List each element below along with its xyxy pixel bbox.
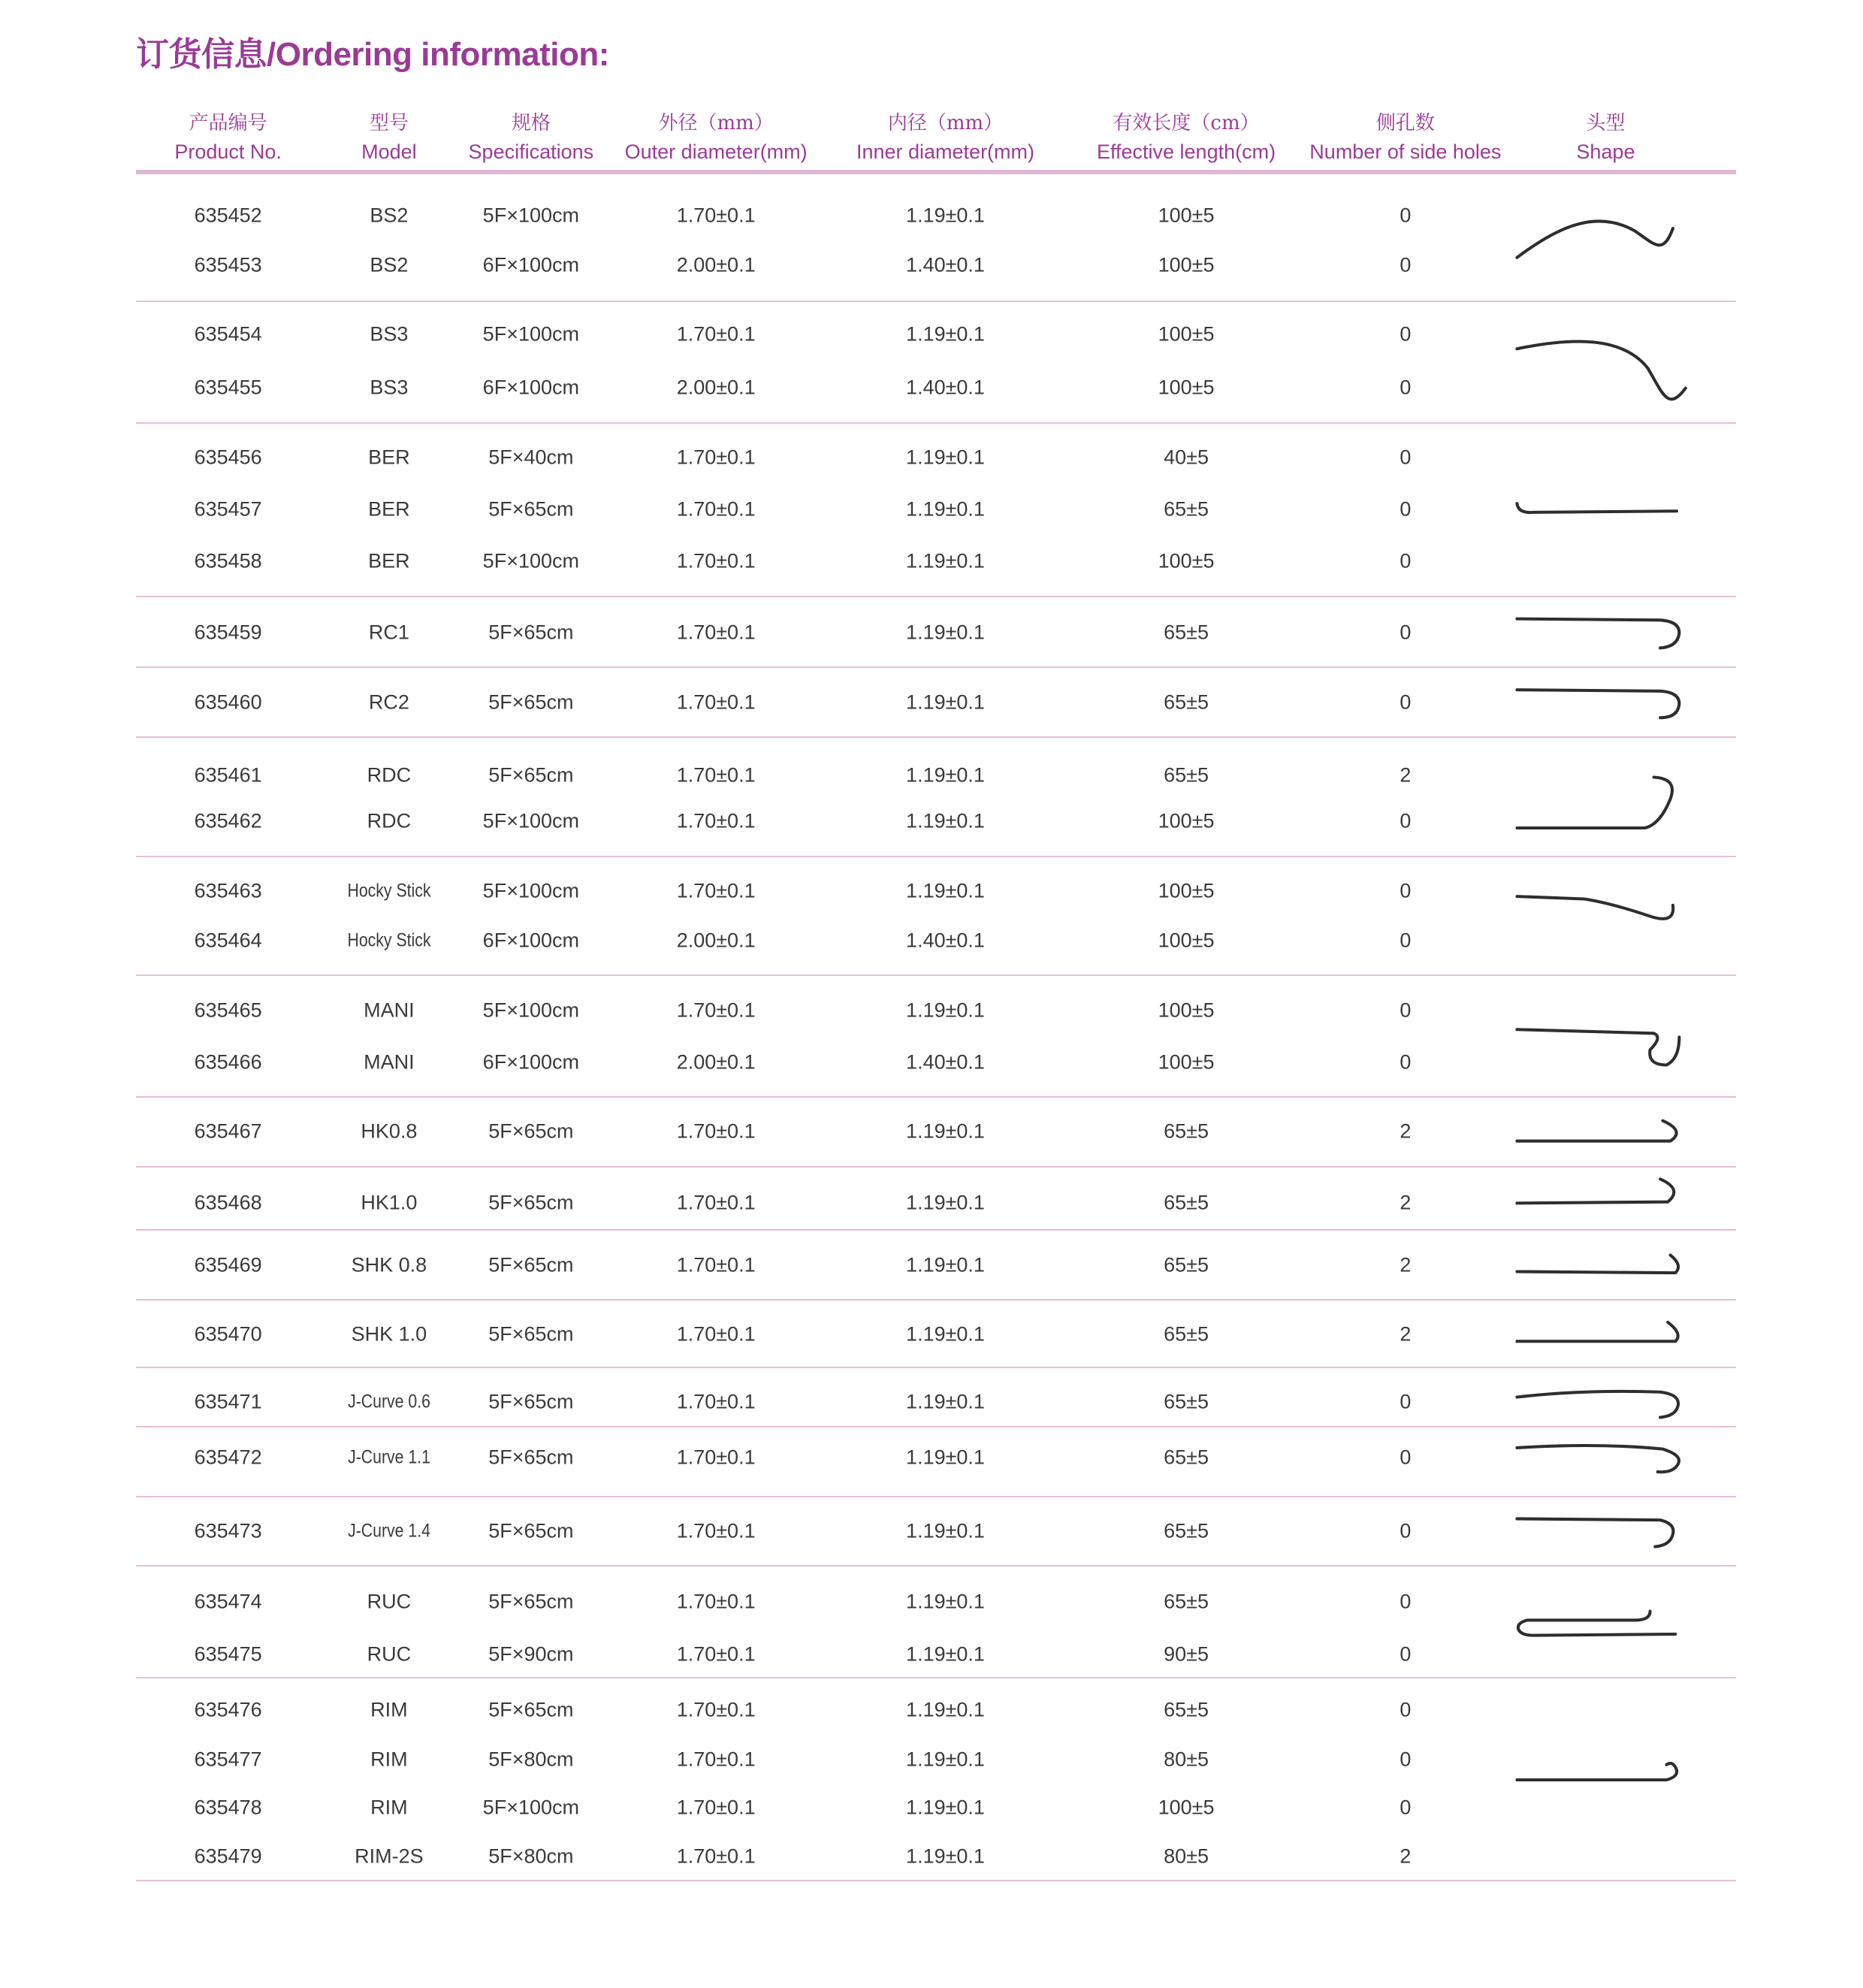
cell-product-no: 635458: [194, 549, 262, 573]
cell-side-holes: 0: [1400, 322, 1412, 346]
cell-inner-diameter: 1.19±0.1: [906, 497, 985, 521]
ber-curve-shape-icon: [1517, 503, 1677, 512]
hk1-0-curve-shape-icon: [1517, 1179, 1674, 1203]
cell-model: RUC: [367, 1642, 412, 1666]
cell-model: RUC: [367, 1590, 412, 1613]
cell-inner-diameter: 1.19±0.1: [906, 690, 985, 714]
cell-product-no: 635461: [194, 763, 262, 787]
cell-effective-length: 100±5: [1158, 1050, 1215, 1074]
cell-effective-length: 100±5: [1158, 322, 1215, 346]
cell-product-no: 635472: [194, 1446, 262, 1469]
cell-model: RIM: [370, 1796, 408, 1819]
page-title: 订货信息/Ordering information:: [136, 36, 609, 73]
rdc-curve-shape-icon: [1517, 778, 1672, 828]
mani-curve-shape-icon: [1517, 1029, 1679, 1065]
j-curve-1-1-shape-icon: [1517, 1446, 1679, 1472]
cell-side-holes: 0: [1400, 621, 1412, 644]
cell-specifications: 5F×65cm: [488, 1322, 574, 1346]
cell-outer-diameter: 1.70±0.1: [676, 1446, 756, 1469]
cell-side-holes: 0: [1400, 929, 1412, 952]
bs3-curve-shape-icon: [1517, 341, 1685, 399]
cell-product-no: 635470: [194, 1322, 262, 1346]
column-header-zh: 外径（mm）: [658, 112, 774, 134]
column-header-zh: 产品编号: [189, 112, 267, 134]
cell-specifications: 5F×65cm: [488, 763, 574, 787]
cell-inner-diameter: 1.40±0.1: [906, 253, 985, 276]
cell-specifications: 5F×65cm: [488, 1390, 574, 1413]
cell-product-no: 635459: [194, 621, 262, 644]
cell-product-no: 635477: [194, 1748, 262, 1771]
cell-product-no: 635465: [194, 999, 262, 1022]
cell-inner-diameter: 1.19±0.1: [906, 1446, 985, 1469]
cell-model: SHK 1.0: [351, 1322, 427, 1346]
cell-effective-length: 65±5: [1164, 1191, 1209, 1214]
column-header-zh: 头型: [1586, 112, 1626, 134]
cell-inner-diameter: 1.19±0.1: [906, 1390, 985, 1413]
cell-specifications: 6F×100cm: [482, 376, 580, 399]
cell-effective-length: 80±5: [1164, 1844, 1209, 1868]
cell-product-no: 635479: [194, 1844, 262, 1868]
cell-model: RDC: [367, 763, 412, 787]
cell-product-no: 635475: [194, 1642, 262, 1666]
cell-model: RIM: [370, 1748, 408, 1771]
cell-specifications: 5F×80cm: [488, 1844, 574, 1868]
cell-side-holes: 0: [1400, 1698, 1412, 1721]
j-curve-1-4-shape-icon: [1517, 1518, 1673, 1546]
cell-inner-diameter: 1.19±0.1: [906, 763, 985, 787]
cell-effective-length: 65±5: [1164, 690, 1209, 714]
column-header-en: Inner diameter(mm): [856, 140, 1035, 163]
cell-model: RIM-2S: [355, 1844, 424, 1868]
cell-model: BER: [368, 446, 410, 469]
cell-model: J-Curve 1.1: [347, 1446, 430, 1468]
cell-product-no: 635462: [194, 809, 262, 832]
cell-inner-diameter: 1.40±0.1: [906, 376, 985, 399]
cell-specifications: 5F×65cm: [488, 1519, 574, 1542]
shk1-0-curve-shape-icon: [1517, 1322, 1677, 1341]
column-header-en: Specifications: [468, 140, 594, 163]
cell-outer-diameter: 1.70±0.1: [676, 809, 756, 832]
cell-effective-length: 100±5: [1158, 1796, 1215, 1819]
cell-specifications: 5F×65cm: [488, 621, 574, 644]
cell-inner-diameter: 1.19±0.1: [906, 1642, 985, 1666]
cell-product-no: 635464: [194, 929, 262, 952]
cell-model: BS3: [370, 322, 409, 346]
cell-model: HK1.0: [361, 1191, 418, 1214]
cell-inner-diameter: 1.19±0.1: [906, 1590, 985, 1613]
cell-inner-diameter: 1.19±0.1: [906, 1698, 985, 1721]
cell-specifications: 5F×100cm: [482, 322, 580, 346]
cell-product-no: 635463: [194, 879, 262, 902]
cell-product-no: 635457: [194, 497, 262, 521]
column-header-en: Product No.: [174, 140, 282, 163]
cell-outer-diameter: 2.00±0.1: [676, 253, 756, 276]
cell-side-holes: 0: [1400, 446, 1412, 469]
cell-product-no: 635467: [194, 1119, 262, 1143]
cell-side-holes: 0: [1400, 879, 1412, 902]
rc2-curve-shape-icon: [1517, 690, 1679, 718]
cell-outer-diameter: 1.70±0.1: [676, 1322, 756, 1346]
cell-outer-diameter: 1.70±0.1: [676, 1253, 756, 1276]
cell-effective-length: 100±5: [1158, 879, 1215, 902]
cell-inner-diameter: 1.19±0.1: [906, 809, 985, 832]
cell-effective-length: 100±5: [1158, 809, 1215, 832]
cell-outer-diameter: 1.70±0.1: [676, 1390, 756, 1413]
cell-specifications: 5F×100cm: [482, 999, 580, 1022]
cell-outer-diameter: 1.70±0.1: [676, 879, 756, 902]
cell-model: Hocky Stick: [347, 929, 431, 951]
cell-model: BS2: [370, 253, 409, 276]
cell-inner-diameter: 1.19±0.1: [906, 549, 985, 573]
cell-side-holes: 0: [1400, 809, 1412, 832]
cell-product-no: 635455: [194, 376, 262, 399]
cell-side-holes: 2: [1400, 1191, 1412, 1214]
cell-product-no: 635478: [194, 1796, 262, 1819]
cell-model: HK0.8: [361, 1119, 418, 1143]
hocky-stick-curve-shape-icon: [1517, 896, 1673, 919]
cell-inner-diameter: 1.19±0.1: [906, 999, 985, 1022]
cell-effective-length: 100±5: [1158, 253, 1215, 276]
cell-specifications: 5F×100cm: [482, 549, 580, 573]
cell-product-no: 635474: [194, 1590, 262, 1613]
cell-side-holes: 0: [1400, 1642, 1412, 1666]
cell-product-no: 635466: [194, 1050, 262, 1074]
cell-side-holes: 0: [1400, 549, 1412, 573]
cell-outer-diameter: 1.70±0.1: [676, 549, 756, 573]
cell-inner-diameter: 1.19±0.1: [906, 1253, 985, 1276]
rim-curve-shape-icon: [1517, 1763, 1677, 1780]
cell-outer-diameter: 1.70±0.1: [676, 1191, 756, 1214]
cell-side-holes: 0: [1400, 1446, 1412, 1469]
cell-model: J-Curve 0.6: [347, 1391, 430, 1412]
cell-effective-length: 65±5: [1164, 1322, 1209, 1346]
cell-specifications: 5F×100cm: [482, 1796, 580, 1819]
cell-outer-diameter: 1.70±0.1: [676, 999, 756, 1022]
cell-side-holes: 2: [1400, 1322, 1412, 1346]
cell-side-holes: 2: [1400, 1844, 1412, 1868]
cell-inner-diameter: 1.19±0.1: [906, 1844, 985, 1868]
cell-side-holes: 0: [1400, 1050, 1412, 1074]
column-header-zh: 型号: [369, 112, 409, 134]
cell-inner-diameter: 1.19±0.1: [906, 621, 985, 644]
cell-inner-diameter: 1.19±0.1: [906, 1519, 985, 1542]
rc1-curve-shape-icon: [1517, 619, 1679, 648]
cell-side-holes: 0: [1400, 1796, 1412, 1819]
cell-effective-length: 65±5: [1164, 1253, 1209, 1276]
cell-side-holes: 0: [1400, 1390, 1412, 1413]
column-header-en: Model: [361, 140, 417, 163]
cell-outer-diameter: 1.70±0.1: [676, 322, 756, 346]
cell-model: RC2: [368, 690, 409, 714]
cell-side-holes: 0: [1400, 376, 1412, 399]
cell-inner-diameter: 1.19±0.1: [906, 1748, 985, 1771]
cell-specifications: 6F×100cm: [482, 253, 580, 276]
column-header-zh: 规格: [511, 112, 551, 134]
cell-outer-diameter: 1.70±0.1: [676, 690, 756, 714]
cell-inner-diameter: 1.19±0.1: [906, 446, 985, 469]
cell-outer-diameter: 1.70±0.1: [676, 621, 756, 644]
cell-inner-diameter: 1.19±0.1: [906, 1119, 985, 1143]
cell-product-no: 635468: [194, 1191, 262, 1214]
cell-outer-diameter: 1.70±0.1: [676, 497, 756, 521]
cell-model: RC1: [368, 621, 409, 644]
cell-product-no: 635453: [194, 253, 262, 276]
cell-model: RIM: [370, 1698, 408, 1721]
hk0-8-curve-shape-icon: [1517, 1121, 1676, 1141]
cell-effective-length: 100±5: [1158, 376, 1215, 399]
cell-inner-diameter: 1.19±0.1: [906, 322, 985, 346]
cell-model: BS2: [370, 204, 409, 227]
cell-inner-diameter: 1.40±0.1: [906, 929, 985, 952]
ruc-curve-shape-icon: [1518, 1612, 1675, 1636]
cell-outer-diameter: 1.70±0.1: [676, 1642, 756, 1666]
shk0-8-curve-shape-icon: [1517, 1255, 1678, 1273]
cell-specifications: 5F×65cm: [488, 1698, 574, 1721]
cell-specifications: 5F×65cm: [488, 1191, 574, 1214]
cell-specifications: 5F×90cm: [488, 1642, 574, 1666]
bs2-curve-shape-icon: [1517, 221, 1673, 257]
cell-specifications: 5F×65cm: [488, 1119, 574, 1143]
cell-outer-diameter: 1.70±0.1: [676, 1698, 756, 1721]
cell-side-holes: 0: [1400, 497, 1412, 521]
column-header-zh: 侧孔数: [1375, 112, 1435, 134]
cell-product-no: 635454: [194, 322, 262, 346]
cell-product-no: 635452: [194, 204, 262, 227]
cell-side-holes: 0: [1400, 690, 1412, 714]
cell-side-holes: 0: [1400, 1519, 1412, 1542]
cell-specifications: 5F×65cm: [488, 690, 574, 714]
cell-effective-length: 65±5: [1164, 763, 1209, 787]
cell-outer-diameter: 1.70±0.1: [676, 446, 756, 469]
cell-specifications: 6F×100cm: [482, 929, 580, 952]
column-header-en: Effective length(cm): [1096, 140, 1276, 163]
cell-outer-diameter: 1.70±0.1: [676, 204, 756, 227]
cell-effective-length: 65±5: [1164, 497, 1209, 521]
cell-effective-length: 100±5: [1158, 929, 1215, 952]
cell-side-holes: 0: [1400, 1590, 1412, 1613]
cell-product-no: 635456: [194, 446, 262, 469]
cell-side-holes: 2: [1400, 763, 1412, 787]
cell-effective-length: 40±5: [1164, 446, 1209, 469]
cell-product-no: 635473: [194, 1519, 262, 1542]
cell-model: J-Curve 1.4: [347, 1520, 430, 1542]
cell-outer-diameter: 2.00±0.1: [676, 929, 756, 952]
column-header-en: Outer diameter(mm): [624, 140, 808, 163]
cell-side-holes: 0: [1400, 999, 1412, 1022]
cell-effective-length: 65±5: [1164, 1119, 1209, 1143]
cell-effective-length: 65±5: [1164, 1446, 1209, 1469]
cell-side-holes: 0: [1400, 253, 1412, 276]
cell-inner-diameter: 1.19±0.1: [906, 1796, 985, 1819]
cell-specifications: 5F×65cm: [488, 497, 574, 521]
cell-effective-length: 65±5: [1164, 621, 1209, 644]
cell-specifications: 5F×100cm: [482, 204, 580, 227]
cell-specifications: 5F×100cm: [482, 879, 580, 902]
cell-outer-diameter: 1.70±0.1: [676, 1844, 756, 1868]
column-header-en: Shape: [1576, 140, 1635, 163]
cell-side-holes: 2: [1400, 1253, 1412, 1276]
cell-inner-diameter: 1.19±0.1: [906, 1191, 985, 1214]
cell-specifications: 5F×65cm: [488, 1446, 574, 1469]
cell-effective-length: 100±5: [1158, 999, 1215, 1022]
cell-specifications: 5F×65cm: [488, 1590, 574, 1613]
cell-effective-length: 65±5: [1164, 1390, 1209, 1413]
column-header-zh: 内径（mm）: [887, 112, 1004, 134]
cell-model: MANI: [364, 999, 415, 1022]
cell-specifications: 5F×65cm: [488, 1253, 574, 1276]
cell-model: RDC: [367, 809, 412, 832]
cell-inner-diameter: 1.19±0.1: [906, 1322, 985, 1346]
cell-inner-diameter: 1.40±0.1: [906, 1050, 985, 1074]
cell-product-no: 635471: [194, 1390, 262, 1413]
cell-outer-diameter: 2.00±0.1: [676, 1050, 756, 1074]
cell-specifications: 5F×100cm: [482, 809, 580, 832]
cell-outer-diameter: 1.70±0.1: [676, 1748, 756, 1771]
cell-effective-length: 90±5: [1164, 1642, 1209, 1666]
cell-side-holes: 2: [1400, 1119, 1412, 1143]
cell-inner-diameter: 1.19±0.1: [906, 204, 985, 227]
cell-effective-length: 100±5: [1158, 204, 1215, 227]
cell-outer-diameter: 1.70±0.1: [676, 763, 756, 787]
column-header-zh: 有效长度（cm）: [1113, 112, 1260, 134]
cell-product-no: 635469: [194, 1253, 262, 1276]
cell-side-holes: 0: [1400, 204, 1412, 227]
cell-inner-diameter: 1.19±0.1: [906, 879, 985, 902]
cell-effective-length: 65±5: [1164, 1698, 1209, 1721]
cell-model: Hocky Stick: [347, 880, 431, 902]
cell-side-holes: 0: [1400, 1748, 1412, 1771]
cell-effective-length: 80±5: [1164, 1748, 1209, 1771]
cell-effective-length: 65±5: [1164, 1590, 1209, 1613]
cell-specifications: 5F×40cm: [488, 446, 574, 469]
cell-outer-diameter: 1.70±0.1: [676, 1119, 756, 1143]
cell-outer-diameter: 1.70±0.1: [676, 1796, 756, 1819]
cell-model: SHK 0.8: [351, 1253, 427, 1276]
cell-product-no: 635460: [194, 690, 262, 714]
cell-outer-diameter: 1.70±0.1: [676, 1590, 756, 1613]
cell-model: BER: [368, 497, 410, 521]
cell-model: BS3: [370, 376, 409, 399]
cell-specifications: 6F×100cm: [482, 1050, 580, 1074]
cell-effective-length: 100±5: [1158, 549, 1215, 573]
cell-model: BER: [368, 549, 410, 573]
cell-outer-diameter: 1.70±0.1: [676, 1519, 756, 1542]
cell-model: MANI: [364, 1050, 415, 1074]
cell-specifications: 5F×80cm: [488, 1748, 574, 1771]
cell-effective-length: 65±5: [1164, 1519, 1209, 1542]
column-header-en: Number of side holes: [1309, 140, 1502, 163]
cell-product-no: 635476: [194, 1698, 262, 1721]
cell-outer-diameter: 2.00±0.1: [676, 376, 756, 399]
j-curve-0-6-shape-icon: [1517, 1391, 1678, 1418]
